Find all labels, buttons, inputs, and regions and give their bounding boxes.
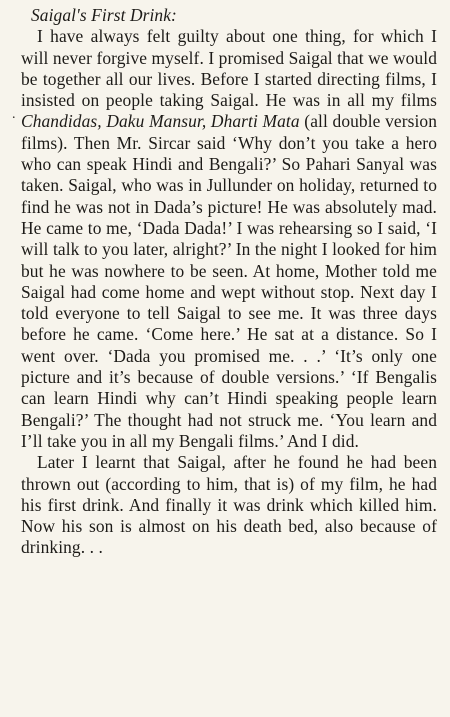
stray-mark: . bbox=[12, 107, 16, 122]
article bbox=[21, 5, 437, 559]
paragraph-1 bbox=[21, 26, 437, 452]
paragraph-1-text-start: I have always felt guilty about one thing, for which I will never forgive myself. I promised Saigal that we would be together all our lives. Before I started directing films, I insisted on people taking Saigal. He was in all my films bbox=[21, 26, 437, 111]
paragraph-1-text-end: (all double version films). Then Mr. Sircar said ‘Why don’t you take a hero who can speak Hindi and Bengali?’ So Pahari Sanyal was taken. Saigal, who was in Jullunder on holiday, returned to find he was not in Dada’s picture! He was absolutely mad. He came to me, ‘Dada Dada!’ I was rehearsing so I said, ‘I will talk to you later, alright?’ In the night I looked for him but he was nowhere to be seen. At home, Mother told me Saigal had come home and wept without stop. Next day I told everyone to tell Saigal to see me. It was three days before he came. ‘Come here.’ He sat at a distance. So I went over. ‘Dada you promised me. . .’ ‘It’s only one picture and it’s because of double versions.’ ‘If Bengalis can learn Hindi why can’t Hindi speaking people learn Bengali?’ The thought had not struck me. ‘You learn and I’ll take you in all my Bengali films.’ And I did. bbox=[21, 111, 437, 451]
paragraph-2: Later I learnt that Saigal, after he found he had been thrown out (according to him, that is) of my film, he had his first drink. And finally it was drink which killed him. Now his son is almost on his death bed, also because of drinking. . . bbox=[21, 452, 437, 558]
film-titles: Chandidas, Daku Mansur, Dharti Mata bbox=[21, 111, 300, 132]
section-heading: Saigal's First Drink: bbox=[31, 5, 177, 25]
